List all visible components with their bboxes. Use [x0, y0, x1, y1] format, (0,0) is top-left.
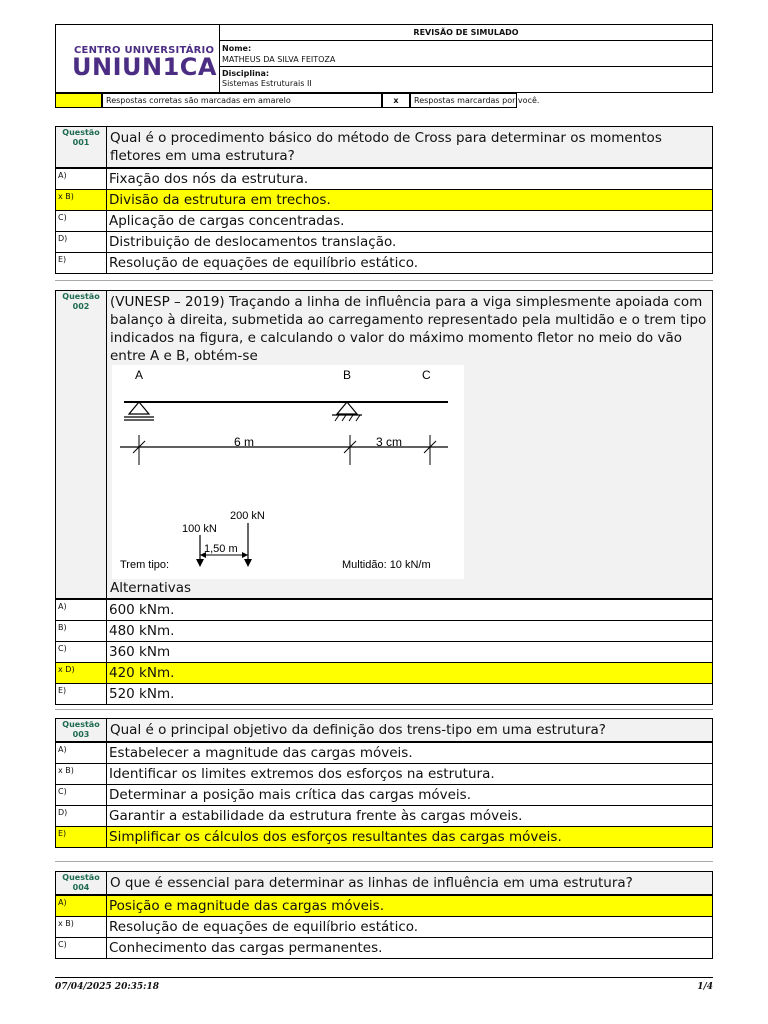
discipline-field [220, 67, 712, 92]
option-text: Estabelecer a magnitude das cargas móveis. [109, 745, 413, 761]
option-e[interactable] [56, 683, 712, 704]
beam-diagram [112, 365, 464, 579]
load2-label: 200 kN [230, 510, 265, 522]
load1-label: 100 kN [182, 523, 217, 535]
legend-marked-text: Respostas marcardas por você. [410, 93, 517, 108]
option-letter: C) [56, 642, 107, 662]
option-c[interactable] [56, 937, 712, 958]
option-text: Determinar a posição mais crítica das cargas móveis. [109, 787, 471, 803]
option-letter: C) [56, 938, 107, 958]
option-letter: B) [56, 621, 107, 641]
question-header [56, 872, 712, 895]
option-text: 600 kNm. [109, 602, 175, 618]
question-label-text: Questão [62, 292, 100, 301]
name-value: MATHEUS DA SILVA FEITOZA [222, 55, 336, 64]
question-label [56, 872, 107, 894]
option-text: Conhecimento das cargas permanentes. [109, 940, 383, 956]
option-letter: D) [56, 806, 107, 826]
discipline-label: Disciplina: [222, 69, 270, 78]
question-label-text: Questão [62, 873, 100, 882]
option-b[interactable] [56, 763, 712, 784]
logo-top-text: CENTRO UNIVERSITÁRIO [74, 45, 215, 56]
option-a[interactable] [56, 742, 712, 763]
option-text: 360 kNm [109, 644, 171, 660]
option-a[interactable] [56, 168, 712, 189]
option-text: Posição e magnitude das cargas móveis. [107, 896, 712, 916]
divider [55, 709, 713, 710]
question-header [56, 127, 712, 168]
span1-label: 6 m [234, 435, 255, 449]
option-text: Distribuição de deslocamentos translação. [109, 234, 397, 250]
option-c[interactable] [56, 784, 712, 805]
question-label-text: Questão [62, 720, 100, 729]
option-d[interactable] [56, 231, 712, 252]
option-text: Identificar os limites extremos dos esforços na estrutura. [109, 766, 495, 782]
question-text: (VUNESP – 2019) Traçando a linha de influência para a viga simplesmente apoiada com balanço à direita, submetida ao carregamento representado pela multidão e o trem tipo indicados na figura, e calculando o valor do máximo momento fletor no meio do vão entre A e B, obtém-se [110, 294, 707, 364]
option-d[interactable] [56, 662, 712, 683]
question-text: Qual é o principal objetivo da definição dos trens-tipo em uma estrutura? [110, 722, 606, 738]
option-letter: D) [56, 232, 107, 252]
train-label: Trem tipo: [120, 559, 170, 571]
option-d[interactable] [56, 805, 712, 826]
legend-mark: x [382, 93, 410, 108]
option-c[interactable] [56, 210, 712, 231]
option-text: Divisão da estrutura em trechos. [107, 190, 712, 210]
option-text: 520 kNm. [109, 686, 175, 702]
option-text: Resolução de equações de equilíbrio estático. [109, 919, 419, 935]
question-label [56, 127, 107, 167]
question-label-text: Questão [62, 128, 100, 137]
label-a: A [135, 368, 144, 382]
option-text: 420 kNm. [107, 663, 712, 683]
footer [55, 977, 713, 992]
crowd-label: Multidão: 10 kN/m [342, 559, 431, 571]
label-c: C [422, 368, 431, 382]
option-letter: A) [56, 169, 107, 189]
option-text: Resolução de equações de equilíbrio estático. [109, 255, 419, 271]
legend-correct-text: Respostas corretas são marcadas em amarelo [102, 93, 382, 108]
divider [55, 861, 713, 862]
option-text: Aplicação de cargas concentradas. [109, 213, 345, 229]
logo-main-text: UNIUN1CA [72, 53, 217, 81]
option-c[interactable] [56, 641, 712, 662]
question-text-block [107, 291, 712, 598]
label-b: B [343, 368, 352, 382]
option-letter: E) [56, 827, 107, 847]
option-a[interactable] [56, 599, 712, 620]
legend-yellow-swatch [55, 93, 102, 108]
page-title: REVISÃO DE SIMULADO [220, 25, 712, 41]
option-text: Garantir a estabilidade da estrutura frente às cargas móveis. [109, 808, 523, 824]
question-header [56, 719, 712, 742]
option-letter: A) [56, 896, 107, 916]
option-e[interactable] [56, 826, 712, 847]
option-text: 480 kNm. [109, 623, 175, 639]
span2-label: 3 cm [376, 435, 403, 449]
question-number: 004 [72, 883, 90, 892]
question-text: O que é essencial para determinar as linhas de influência em uma estrutura? [110, 875, 633, 891]
question-004 [55, 871, 713, 959]
footer-page: 1/4 [697, 982, 713, 992]
name-label: Nome: [222, 44, 252, 53]
option-b[interactable] [56, 189, 712, 210]
question-label [56, 291, 107, 598]
option-letter: E) [56, 684, 107, 704]
spacing-label: 1,50 m [204, 543, 238, 555]
question-number: 001 [72, 138, 90, 147]
divider [55, 280, 713, 281]
alternatives-label: Alternativas [110, 580, 192, 596]
option-b[interactable] [56, 620, 712, 641]
beam-figure [112, 365, 464, 579]
question-number: 003 [72, 730, 90, 739]
option-letter: A) [56, 600, 107, 620]
option-a[interactable] [56, 895, 712, 916]
option-text: Fixação dos nós da estrutura. [109, 171, 309, 187]
discipline-value: Sistemas Estruturais II [222, 79, 312, 88]
option-letter: A) [56, 743, 107, 763]
option-e[interactable] [56, 252, 712, 273]
option-letter: x D) [56, 663, 107, 683]
question-header [56, 291, 712, 599]
question-label [56, 719, 107, 741]
name-field [220, 41, 712, 67]
option-letter: x B) [56, 764, 107, 784]
option-letter: C) [56, 211, 107, 231]
question-001 [55, 126, 713, 274]
header-table [55, 24, 713, 93]
option-b[interactable] [56, 916, 712, 937]
footer-datetime: 07/04/2025 20:35:18 [55, 982, 160, 992]
option-letter: C) [56, 785, 107, 805]
question-003 [55, 718, 713, 848]
option-letter: E) [56, 253, 107, 273]
option-text: Simplificar os cálculos dos esforços resultantes das cargas móveis. [107, 827, 712, 847]
question-002 [55, 290, 713, 705]
option-letter: x B) [56, 917, 107, 937]
option-letter: x B) [56, 190, 107, 210]
question-number: 002 [72, 302, 90, 311]
question-text: Qual é o procedimento básico do método de Cross para determinar os momentos fletores em uma estrutura? [110, 130, 662, 164]
logo [56, 25, 220, 92]
